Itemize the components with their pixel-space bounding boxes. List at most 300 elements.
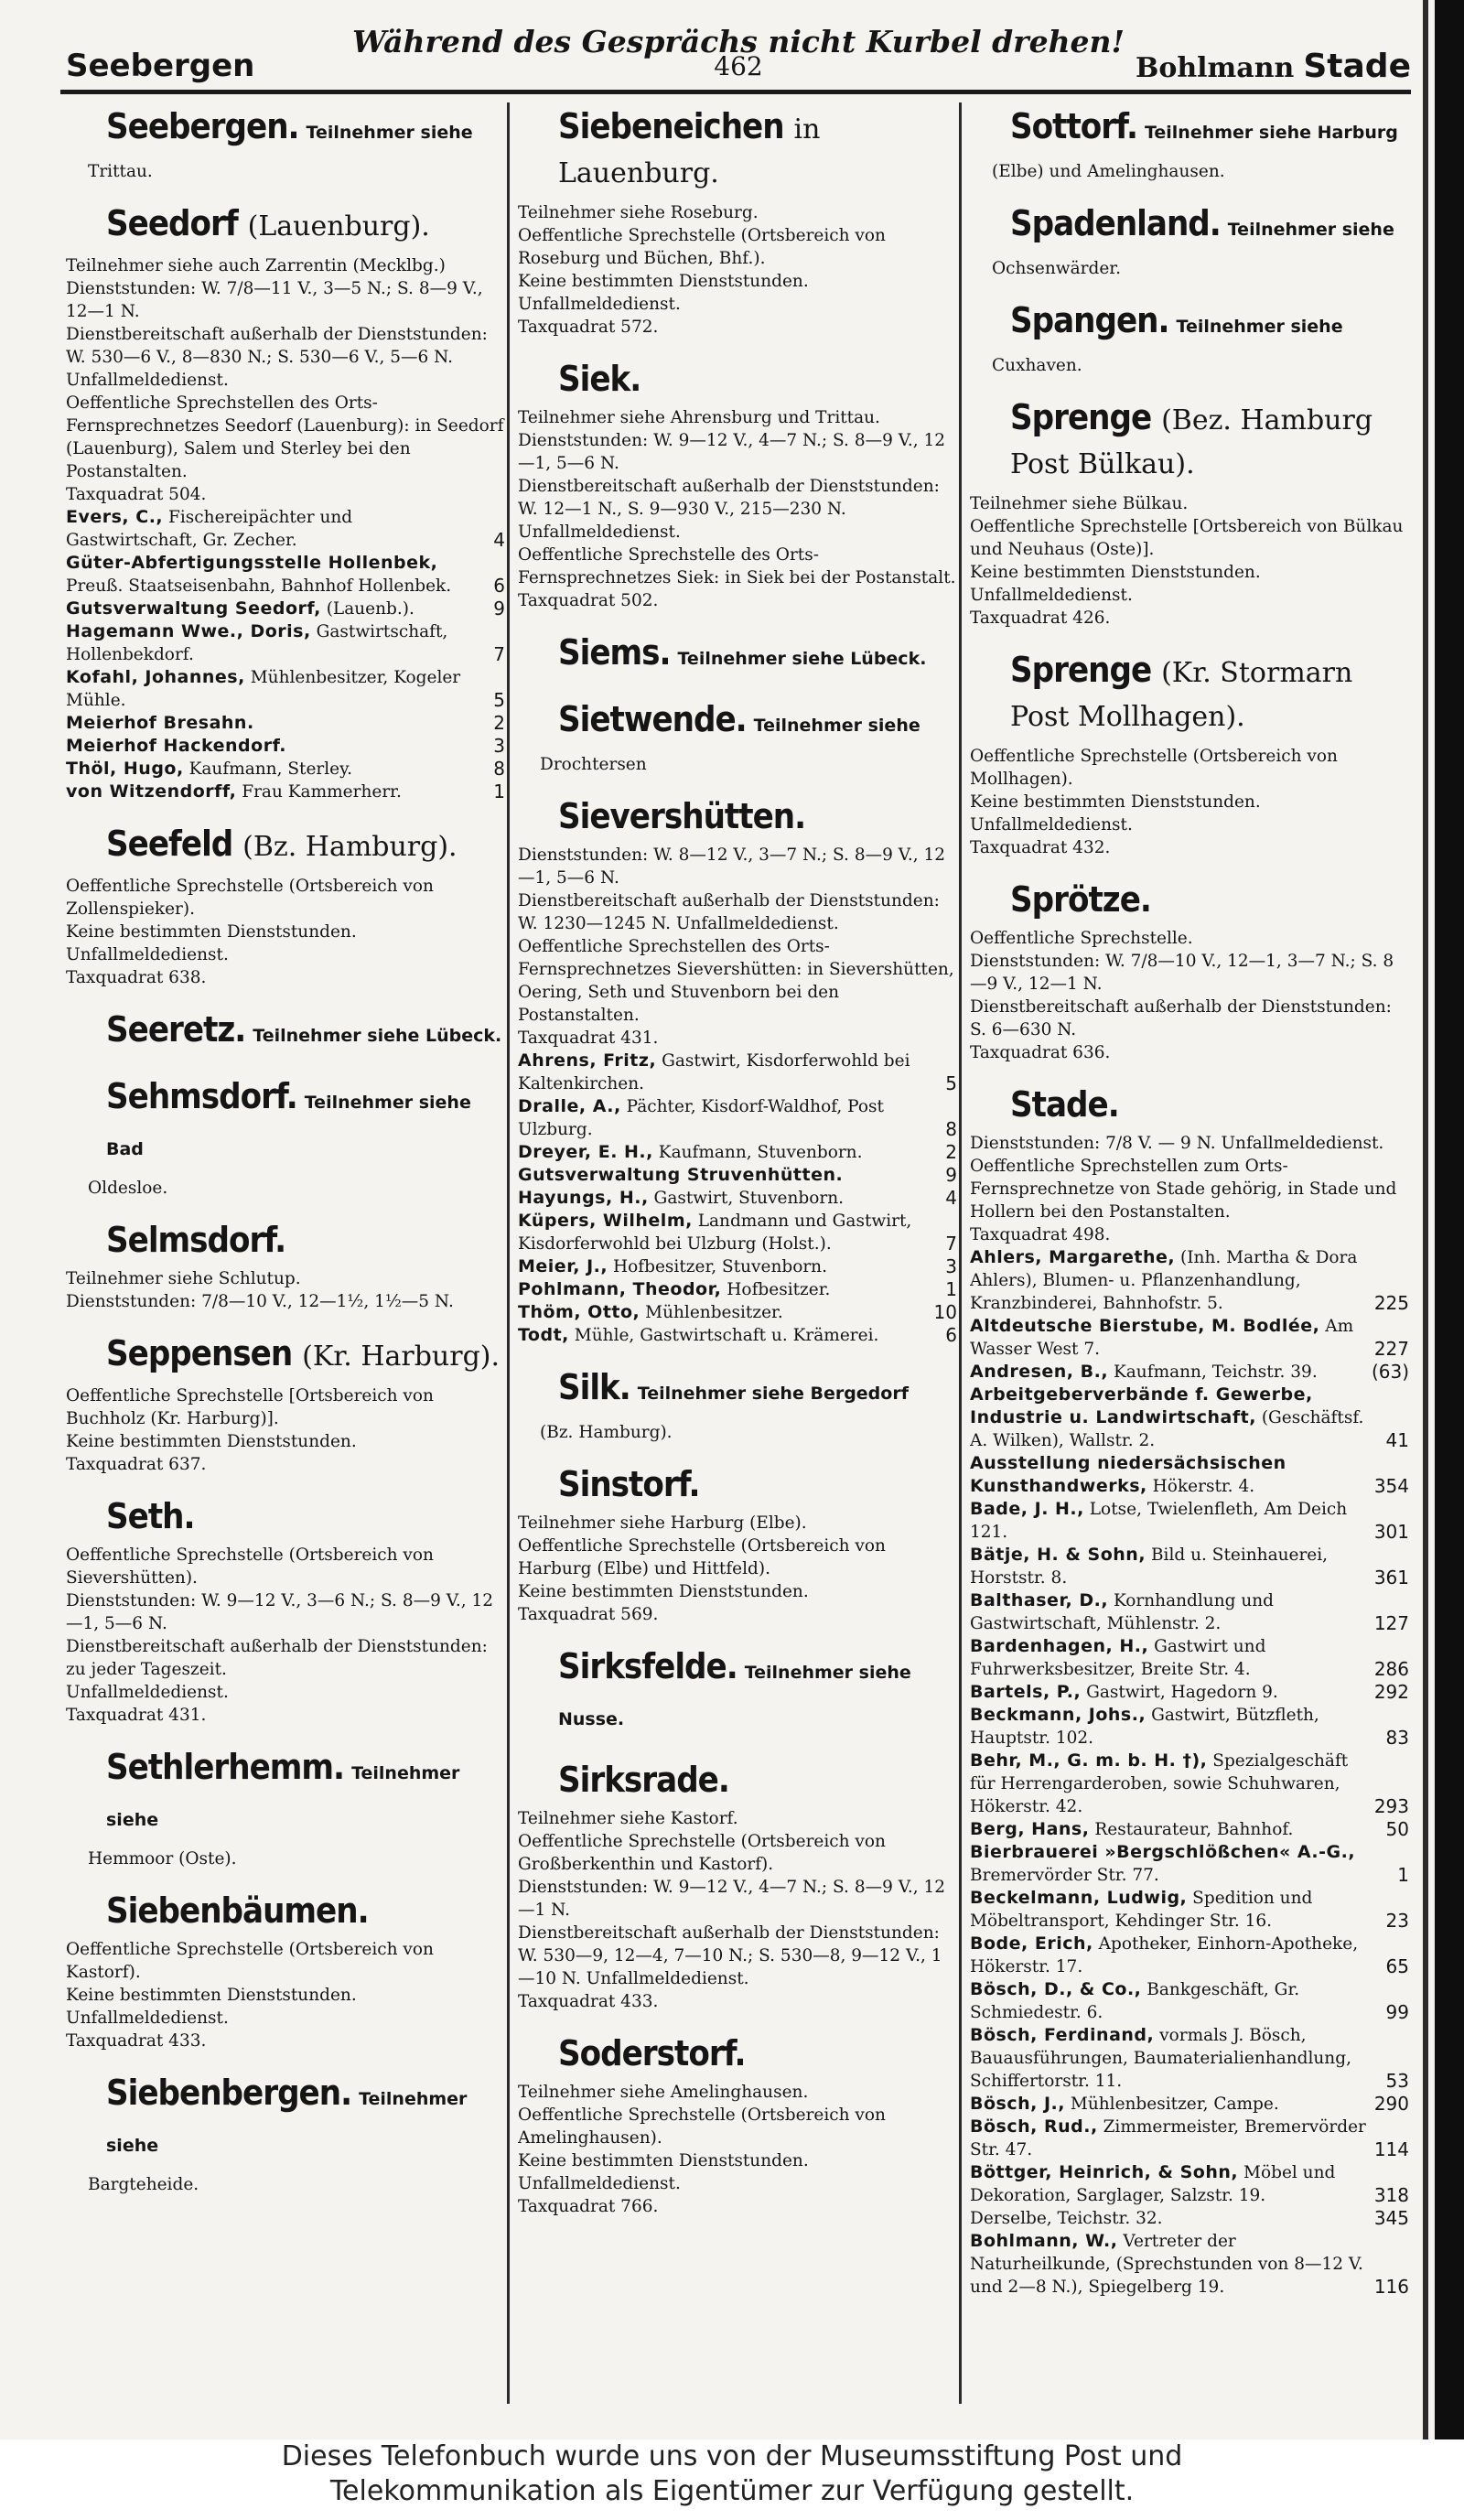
place-name: Siebenbäumen.: [106, 1890, 369, 1931]
subscriber-entry: [970, 1452, 1409, 1498]
subscriber-entry: [518, 1255, 957, 1278]
place-heading: [106, 1333, 505, 1377]
place-name: Seth.: [106, 1496, 195, 1536]
subscriber-details: Preuß. Staatseisenbahn, Bahnhof Hollenbek.: [66, 576, 452, 596]
archive-footer: [0, 2439, 1464, 2520]
subscriber-text: [970, 1315, 1367, 1361]
phone-number: 6: [945, 1324, 957, 1346]
subscriber-details: Kaufmann, Teichstr. 39.: [1113, 1362, 1318, 1382]
info-line: Oeffentliche Sprechstellen des Orts-Fernsprechnetzes Sievershütten: in Sievershütten, Oering, Seth und Stuvenborn bei den Postanstalten.: [518, 937, 954, 1025]
cross-reference: Teilnehmer siehe: [1227, 220, 1394, 240]
place-name: Siems.: [558, 632, 671, 673]
subscriber-entry: [66, 735, 505, 758]
place-name: Seefeld: [106, 824, 233, 864]
subscriber-name: Bierbrauerei »Bergschlößchen« A.-G.,: [970, 1842, 1356, 1862]
subscriber-name: Böttger, Heinrich, & Sohn,: [970, 2162, 1239, 2182]
page-header: [66, 24, 1411, 88]
subscriber-entry: [66, 552, 505, 598]
info-line: Oeffentliche Sprechstelle (Ortsbereich von Roseburg und Büchen, Bhf.).: [518, 226, 886, 268]
phone-number: 301: [1373, 1521, 1409, 1543]
subscriber-entry: [66, 598, 505, 620]
subscriber-details: Frau Kammerherr.: [242, 782, 402, 802]
place-name: Seebergen.: [106, 106, 299, 146]
subscriber-name: Bade, J. H.,: [970, 1499, 1084, 1519]
subscriber-details: Mühlenbesitzer, Kogeler Mühle.: [66, 668, 461, 710]
subscriber-details: Pächter, Kisdorf-Waldhof, Post Ulzburg.: [518, 1097, 884, 1139]
info-line: Trittau.: [88, 162, 153, 181]
phone-number: 4: [945, 1187, 957, 1209]
subscriber-entry: [970, 1361, 1409, 1384]
phone-number: 83: [1385, 1727, 1409, 1749]
info-line: Dienstbereitschaft außerhalb der Dienststunden: S. 6—630 N.: [970, 997, 1392, 1039]
info-line: Dienststunden: W. 8—12 V., 3—7 N.; S. 8—9 V., 12—1, 5—6 N.: [518, 845, 946, 888]
subscriber-entry: [970, 1246, 1409, 1315]
subscriber-entry: [66, 781, 505, 803]
place-name: Seeretz.: [106, 1009, 246, 1050]
info-line: Taxquadrat 502.: [518, 591, 659, 610]
subscriber-details: Hofbesitzer.: [727, 1280, 831, 1299]
subscriber-details: Gastwirt und Fuhrwerksbesitzer, Breite Str. 4.: [970, 1637, 1266, 1679]
phone-number: 227: [1373, 1338, 1409, 1360]
phone-number: 116: [1373, 2276, 1409, 2298]
phone-number: 114: [1373, 2138, 1409, 2160]
subscriber-name: Bardenhagen, H.,: [970, 1636, 1149, 1656]
subscriber-name: Hagemann Wwe., Doris,: [66, 621, 311, 641]
subscriber-entry: [66, 712, 505, 735]
subscriber-text: [518, 1050, 938, 1095]
subscriber-entry: [970, 2116, 1409, 2161]
place-heading: [558, 106, 957, 194]
info-line: Dienststunden: W. 9—12 V., 3—6 N.; S. 8—9 V., 12—1, 5—6 N.: [66, 1591, 494, 1633]
subscriber-details: Spezialgeschäft für Herrengarderoben, sowie Schuhwaren, Hökerstr. 42.: [970, 1751, 1349, 1816]
info-line: Keine bestimmten Dienststunden. Unfallmeldedienst.: [66, 1986, 357, 2028]
subscriber-name: Hayungs, H.,: [518, 1188, 649, 1208]
subscriber-details: Gastwirt, Stuvenborn.: [653, 1189, 845, 1208]
cross-reference: Teilnehmer siehe: [106, 1763, 460, 1830]
subscriber-entry: [518, 1141, 957, 1164]
subscriber-entry: [970, 1589, 1409, 1635]
info-line: Oeffentliche Sprechstelle (Ortsbereich von Großberkenthin und Kastorf).: [518, 1832, 886, 1874]
place-name: Stade.: [1010, 1084, 1119, 1125]
subscriber-text: [970, 1681, 1367, 1704]
info-line: Taxquadrat 637.: [66, 1455, 207, 1474]
place-heading: [106, 1220, 505, 1260]
subscriber-text: [970, 1750, 1367, 1818]
info-line: Keine bestimmten Dienststunden. Unfallmeldedienst.: [970, 563, 1261, 605]
subscriber-entry: [970, 2093, 1409, 2116]
info-line: Keine bestimmten Dienststunden.: [66, 1432, 357, 1451]
phone-number: 127: [1373, 1612, 1409, 1634]
place-name: Spadenland.: [1010, 203, 1221, 243]
phone-number: 286: [1373, 1658, 1409, 1680]
info-line: Taxquadrat 431.: [66, 1706, 207, 1725]
info-line: (Bz. Hamburg).: [540, 1423, 673, 1442]
scan-edge-shadow: [1435, 0, 1464, 2439]
subscriber-name: Dreyer, E. H.,: [518, 1142, 653, 1162]
info-line: Oeffentliche Sprechstellen zum Orts-Fernsprechnetze von Stade gehörig, in Stade und Hollern bei den Postanstalten.: [970, 1157, 1397, 1222]
place-name: Silk.: [558, 1367, 630, 1407]
info-line: Keine bestimmten Dienststunden. Unfallmeldedienst.: [66, 922, 357, 964]
info-line: Oldesloe.: [88, 1179, 168, 1198]
subscriber-name: Bätje, H. & Sohn,: [970, 1545, 1146, 1565]
subscriber-entry: [970, 2230, 1409, 2299]
subscriber-details: Hökerstr. 4.: [1152, 1477, 1255, 1496]
info-line: Taxquadrat 636.: [970, 1043, 1111, 1062]
phone-number: 8: [493, 758, 505, 780]
place-qualifier: in Lauenburg.: [558, 113, 821, 189]
phone-number: 3: [945, 1255, 957, 1277]
subscriber-text: [66, 620, 486, 666]
info-line: Dienstbereitschaft außerhalb der Dienststunden: W. 530—6 V., 8—830 N.; S. 530—6 V., 5—6 N. Unfallmeldedienst.: [66, 325, 488, 390]
subscriber-name: Balthaser, D.,: [970, 1590, 1109, 1610]
cross-reference: Teilnehmer siehe Lübeck.: [677, 649, 927, 669]
info-line: Teilnehmer siehe Bülkau.: [970, 494, 1189, 513]
cross-reference: Teilnehmer siehe: [106, 2089, 468, 2156]
subscriber-entry: [970, 1933, 1409, 1978]
subscriber-name: Pohlmann, Theodor,: [518, 1279, 722, 1299]
subscriber-entry: [970, 2024, 1409, 2093]
subscriber-text: [970, 2093, 1367, 2116]
place-heading: [1010, 1084, 1409, 1125]
phone-number: 1: [945, 1278, 957, 1300]
subscriber-text: [66, 598, 486, 620]
subscriber-details: (Inh. Martha & Dora Ahlers), Blumen- u. Pflanzenhandlung, Kranzbinderei, Bahnhofstr. 5.: [970, 1248, 1358, 1313]
info-line: (Elbe) und Amelinghausen.: [992, 162, 1225, 181]
place-heading: [558, 359, 957, 399]
place-heading: [558, 1760, 957, 1800]
subscriber-name: Evers, C.,: [66, 507, 164, 527]
subscriber-name: Bösch, Ferdinand,: [970, 2025, 1155, 2045]
place-heading: [1010, 650, 1409, 738]
subscriber-details: (Geschäftsf. A. Wilken), Wallstr. 2.: [970, 1408, 1364, 1450]
subscriber-entry: [518, 1095, 957, 1141]
place-heading: [1010, 397, 1409, 485]
phone-number: 2: [945, 1141, 957, 1163]
subscriber-text: [66, 666, 486, 712]
subscriber-text: [518, 1210, 938, 1255]
place-heading: [106, 1890, 505, 1931]
place-name: Siebeneichen: [558, 106, 784, 146]
subscriber-details: Mühlenbesitzer, Campe.: [1070, 2095, 1279, 2114]
subscriber-entry: [970, 1681, 1409, 1704]
place-qualifier: (Bz. Hamburg).: [242, 831, 458, 863]
phone-number: 1: [1397, 1864, 1409, 1886]
header-last-place: Stade: [1303, 48, 1411, 85]
place-name: Sottorf.: [1010, 106, 1137, 146]
footer-line-1: Dieses Telefonbuch wurde uns von der Museumsstiftung Post und: [281, 2440, 1183, 2472]
place-heading: [106, 106, 505, 153]
subscriber-text: [66, 506, 486, 552]
info-line: Hemmoor (Oste).: [88, 1849, 237, 1868]
phone-number: 292: [1373, 1681, 1409, 1703]
info-line: Dienstbereitschaft außerhalb der Dienststunden: W. 12—1 N., S. 9—930 V., 215—230 N. Unfallmeldedienst.: [518, 477, 940, 542]
place-heading: [106, 1747, 505, 1840]
subscriber-entry: [518, 1164, 957, 1187]
phone-number: 318: [1373, 2184, 1409, 2206]
info-line: Dienststunden: W. 9—12 V., 4—7 N.; S. 8—9 V., 12—1, 5—6 N.: [518, 431, 946, 473]
subscriber-text: [66, 712, 486, 735]
place-qualifier: (Lauenburg).: [247, 210, 430, 242]
subscriber-name: Ahrens, Fritz,: [518, 1050, 657, 1071]
place-name: Sprenge: [1010, 650, 1152, 690]
phone-number: 99: [1385, 2001, 1409, 2023]
subscriber-details: Derselbe, Teichstr. 32.: [970, 2209, 1163, 2228]
phone-number: 9: [945, 1164, 957, 1186]
place-name: Sethlerhemm.: [106, 1747, 345, 1787]
column-2: [518, 102, 957, 2404]
phone-number: 2: [493, 712, 505, 734]
info-line: Taxquadrat 498.: [970, 1225, 1111, 1244]
subscriber-name: Ausstellung niedersächsischen Kunsthandwerks,: [970, 1453, 1286, 1496]
phone-number: 354: [1373, 1475, 1409, 1497]
subscriber-text: [518, 1278, 938, 1301]
subscriber-details: Fischereipächter und Gastwirtschaft, Gr. Zecher.: [66, 508, 353, 550]
subscriber-entry: [970, 1841, 1409, 1887]
subscriber-text: [970, 1704, 1379, 1750]
header-last-name: Bohlmann: [1135, 52, 1295, 84]
place-name: Sievershütten.: [558, 796, 806, 836]
subscriber-entry: [970, 1635, 1409, 1681]
info-line: Oeffentliche Sprechstelle (Ortsbereich von Kastorf).: [66, 1940, 434, 1982]
subscriber-text: [66, 552, 486, 598]
subscriber-name: Meierhof Bresahn.: [66, 713, 254, 733]
info-line: Dienststunden: W. 7/8—11 V., 3—5 N.; S. 8—9 V.,: [66, 279, 483, 298]
subscriber-details: vormals J. Bösch, Bauausführungen, Baumaterialienhandlung, Schiffertorstr. 11.: [970, 2026, 1351, 2091]
subscriber-text: [518, 1324, 938, 1347]
subscriber-entry: [970, 1498, 1409, 1544]
info-line: Taxquadrat 572.: [518, 318, 659, 337]
info-line: Oeffentliche Sprechstelle (Ortsbereich von Zollenspieker).: [66, 877, 434, 919]
phone-number: 293: [1373, 1795, 1409, 1817]
info-line: Oeffentliche Sprechstelle des Orts-Fernsprechnetzes Siek: in Siek bei der Postanstalt.: [518, 545, 956, 587]
info-line: Dienststunden: W. 7/8—10 V., 12—1, 3—7 N.; S. 8—9 V., 12—1 N.: [970, 952, 1394, 994]
info-line: Dienststunden: 7/8—10 V., 12—1½, 1½—5 N.: [66, 1292, 454, 1311]
subscriber-entry: [970, 2207, 1409, 2230]
subscriber-entry: [518, 1278, 957, 1301]
phone-number: 10: [933, 1301, 957, 1323]
subscriber-details: Bankgeschäft, Gr. Schmiedestr. 6.: [970, 1980, 1300, 2022]
subscriber-name: Bösch, Rud.,: [970, 2116, 1098, 2137]
column-3: [970, 102, 1409, 2404]
subscriber-entry: [970, 1750, 1409, 1818]
subscriber-name: Beckmann, Johs.,: [970, 1705, 1146, 1725]
subscriber-details: Spedition und Möbeltransport, Kehdinger Str. 16.: [970, 1889, 1313, 1931]
phone-number: 23: [1385, 1910, 1409, 1932]
subscriber-name: Beckelmann, Ludwig,: [970, 1888, 1188, 1908]
subscriber-text: [970, 1246, 1367, 1315]
subscriber-name: Meier, J.,: [518, 1256, 608, 1276]
place-name: Sprötze.: [1010, 879, 1151, 920]
info-line: Dienstbereitschaft außerhalb der Dienststunden: W. 1230—1245 N. Unfallmeldedienst.: [518, 891, 940, 933]
info-line: Dienstbereitschaft außerhalb der Dienststunden: W. 530—9, 12—4, 7—10 N.; S. 530—8, 9—12 V., 1—10 N. Unfallmeldedienst.: [518, 1923, 942, 1988]
info-line: Oeffentliche Sprechstelle (Ortsbereich von Mollhagen).: [970, 747, 1338, 789]
info-line: Unfallmeldedienst.: [66, 1683, 229, 1702]
info-line: Dienststunden: 7/8 V. — 9 N. Unfallmeldedienst.: [970, 1134, 1384, 1153]
phone-number: (63): [1371, 1361, 1409, 1383]
info-line: Keine bestimmten Dienststunden. Unfallmeldedienst.: [518, 272, 809, 314]
place-name: Seppensen: [106, 1333, 293, 1373]
subscriber-entry: [518, 1301, 957, 1324]
subscriber-details: Apotheker, Einhorn-Apotheke, Hökerstr. 17.: [970, 1934, 1359, 1976]
place-name: Seedorf: [106, 203, 238, 243]
subscriber-name: Gutsverwaltung Struvenhütten.: [518, 1165, 844, 1185]
subscriber-text: [970, 1452, 1367, 1498]
info-line: Taxquadrat 569.: [518, 1605, 659, 1624]
subscriber-details: Kaufmann, Sterley.: [188, 759, 352, 779]
info-line: Keine bestimmten Dienststunden. Unfallmeldedienst.: [518, 2151, 809, 2193]
column-1: [66, 102, 505, 2404]
subscriber-entry: [518, 1324, 957, 1347]
info-line: Keine bestimmten Dienststunden.: [518, 1582, 809, 1601]
place-heading: [1010, 879, 1409, 920]
place-name: Selmsdorf.: [106, 1220, 286, 1260]
subscriber-name: Behr, M., G. m. b. H. †),: [970, 1750, 1208, 1771]
subscriber-details: Gastwirt, Hagedorn 9.: [1086, 1683, 1278, 1702]
place-heading: [1010, 203, 1409, 250]
subscriber-details: Vertreter der Naturheilkunde, (Sprechstunden von 8—12 V. und 2—8 N.), Spiegelberg 19.: [970, 2232, 1363, 2297]
subscriber-text: [970, 2116, 1367, 2161]
subscriber-name: Kofahl, Johannes,: [66, 667, 245, 687]
subscriber-name: Gutsverwaltung Seedorf,: [66, 598, 321, 619]
phone-number: 345: [1373, 2207, 1409, 2229]
subscriber-name: Bohlmann, W.,: [970, 2231, 1118, 2251]
info-line: Keine bestimmten Dienststunden. Unfallmeldedienst.: [970, 792, 1261, 835]
place-heading: [106, 203, 505, 247]
info-line: Oeffentliche Sprechstelle (Ortsbereich von Sievershütten).: [66, 1545, 434, 1588]
header-rule: [60, 90, 1411, 94]
subscriber-text: [970, 1818, 1379, 1841]
info-line: Oeffentliche Sprechstelle.: [970, 929, 1193, 948]
info-line: Oeffentliche Sprechstelle (Ortsbereich von Amelinghausen).: [518, 2105, 886, 2148]
subscriber-name: Meierhof Hackendorf.: [66, 736, 287, 756]
place-qualifier: (Kr. Harburg).: [302, 1341, 501, 1373]
subscriber-entry: [66, 758, 505, 781]
subscriber-details: Lotse, Twielenfleth, Am Deich 121.: [970, 1500, 1348, 1542]
subscriber-entry: [66, 620, 505, 666]
subscriber-text: [518, 1164, 938, 1187]
subscriber-name: Thöm, Otto,: [518, 1302, 640, 1322]
subscriber-text: [970, 1841, 1390, 1887]
cross-reference: Teilnehmer siehe: [1176, 317, 1343, 337]
cross-reference: Teilnehmer siehe Bergedorf: [637, 1384, 909, 1404]
place-name: Sirksrade.: [558, 1760, 729, 1800]
phone-number: 361: [1373, 1567, 1409, 1588]
phone-number: 9: [493, 598, 505, 619]
place-heading: [106, 824, 505, 867]
subscriber-name: Arbeitgeberverbände f. Gewerbe, Industrie u. Landwirtschaft,: [970, 1384, 1313, 1427]
place-heading: [106, 1496, 505, 1536]
subscriber-details: Gastwirtschaft, Hollenbekdorf.: [66, 622, 448, 664]
place-heading: [558, 1464, 957, 1504]
subscriber-name: Berg, Hans,: [970, 1819, 1090, 1839]
cross-reference: Teilnehmer siehe: [753, 716, 920, 736]
info-line: Teilnehmer siehe Amelinghausen.: [518, 2083, 809, 2102]
subscriber-name: Güter-Abfertigungsstelle Hollenbek,: [66, 553, 438, 573]
subscriber-details: Mühlenbesitzer.: [645, 1303, 783, 1322]
subscriber-text: [970, 2024, 1379, 2093]
subscriber-text: [66, 781, 486, 803]
phone-number: 225: [1373, 1292, 1409, 1314]
place-heading: [106, 1009, 505, 1056]
footer-line-2: Telekommunikation als Eigentümer zur Verfügung gestellt.: [329, 2475, 1135, 2507]
subscriber-name: Thöl, Hugo,: [66, 759, 184, 779]
subscriber-text: [970, 1544, 1367, 1589]
scan-edge-line: [1423, 0, 1428, 2439]
subscriber-details: Kaufmann, Stuvenborn.: [658, 1143, 863, 1162]
subscriber-text: [970, 2207, 1367, 2230]
place-heading: [1010, 300, 1409, 347]
phone-number: 50: [1385, 1818, 1409, 1840]
header-last-entry: [1136, 48, 1411, 85]
subscriber-details: Bild u. Steinhauerei, Horststr. 8.: [970, 1545, 1329, 1588]
cross-reference: Teilnehmer siehe Harburg: [1144, 123, 1398, 143]
subscriber-details: (Lauenb.).: [326, 599, 414, 619]
info-line: Oeffentliche Sprechstelle [Ortsbereich von Bülkau und Neuhaus (Oste)].: [970, 517, 1404, 559]
info-line: Ochsenwärder.: [992, 259, 1121, 278]
subscriber-text: [518, 1095, 938, 1141]
phone-number: 5: [493, 689, 505, 711]
column-divider: [959, 102, 962, 2404]
phone-number: 8: [945, 1118, 957, 1140]
subscriber-text: [518, 1187, 938, 1210]
subscriber-text: [518, 1141, 938, 1164]
page-number: 462: [714, 51, 763, 81]
info-line: Taxquadrat 638.: [66, 968, 207, 987]
info-line: Teilnehmer siehe Schlutup.: [66, 1269, 301, 1288]
place-heading: [558, 796, 957, 836]
subscriber-name: Bösch, D., & Co.,: [970, 1979, 1142, 1999]
info-line: Taxquadrat 433.: [518, 1992, 659, 2011]
info-line: Dienststunden: W. 9—12 V., 4—7 N.; S. 8—9 V., 12—1 N.: [518, 1878, 946, 1920]
info-line: Cuxhaven.: [992, 356, 1082, 375]
subscriber-text: [970, 1498, 1367, 1544]
place-heading: [558, 2033, 957, 2073]
subscriber-entry: [66, 666, 505, 712]
subscriber-details: Gastwirt, Kisdorferwohld bei Kaltenkirchen.: [518, 1051, 910, 1093]
subscriber-entry: [518, 1187, 957, 1210]
place-heading: [1010, 106, 1409, 153]
subscriber-details: Hofbesitzer, Stuvenborn.: [613, 1257, 827, 1276]
place-heading: [106, 1076, 505, 1169]
place-qualifier: (Kr. Stormarn Post Mollhagen).: [1010, 657, 1353, 733]
subscriber-entry: [970, 1978, 1409, 2024]
subscriber-text: [970, 1384, 1379, 1452]
info-line: Oeffentliche Sprechstellen des Orts-Fernsprechnetzes Seedorf (Lauenburg): in Seedorf (Lauenburg), Salem und Sterley bei den Postanstalten.: [66, 393, 504, 481]
info-line: Bargteheide.: [88, 2175, 199, 2194]
subscriber-text: [970, 1887, 1379, 1933]
phone-number: 53: [1385, 2070, 1409, 2092]
phone-number: 41: [1385, 1429, 1409, 1451]
place-qualifier: (Bez. Hamburg Post Bülkau).: [1010, 404, 1373, 480]
place-heading: [558, 1367, 957, 1414]
place-name: Soderstorf.: [558, 2033, 746, 2073]
info-line: Taxquadrat 766.: [518, 2197, 659, 2216]
subscriber-details: Am Wasser West 7.: [970, 1317, 1354, 1359]
cross-reference: Teilnehmer siehe Lübeck.: [253, 1026, 502, 1046]
subscriber-text: [970, 1933, 1379, 1978]
subscriber-name: Todt,: [518, 1325, 569, 1345]
subscriber-details: Mühle, Gastwirtschaft u. Krämerei.: [574, 1326, 879, 1345]
subscriber-entry: [66, 506, 505, 552]
cross-reference: Teilnehmer siehe Bad: [106, 1093, 471, 1159]
subscriber-name: Dralle, A.,: [518, 1096, 621, 1116]
info-line: Teilnehmer siehe Ahrensburg und Trittau.: [518, 408, 880, 427]
info-line: Teilnehmer siehe Kastorf.: [518, 1809, 738, 1828]
subscriber-entry: [970, 1315, 1409, 1361]
phone-number: 7: [945, 1233, 957, 1255]
cross-reference: Teilnehmer siehe Nusse.: [558, 1663, 911, 1729]
subscriber-name: Ahlers, Margarethe,: [970, 1247, 1176, 1267]
